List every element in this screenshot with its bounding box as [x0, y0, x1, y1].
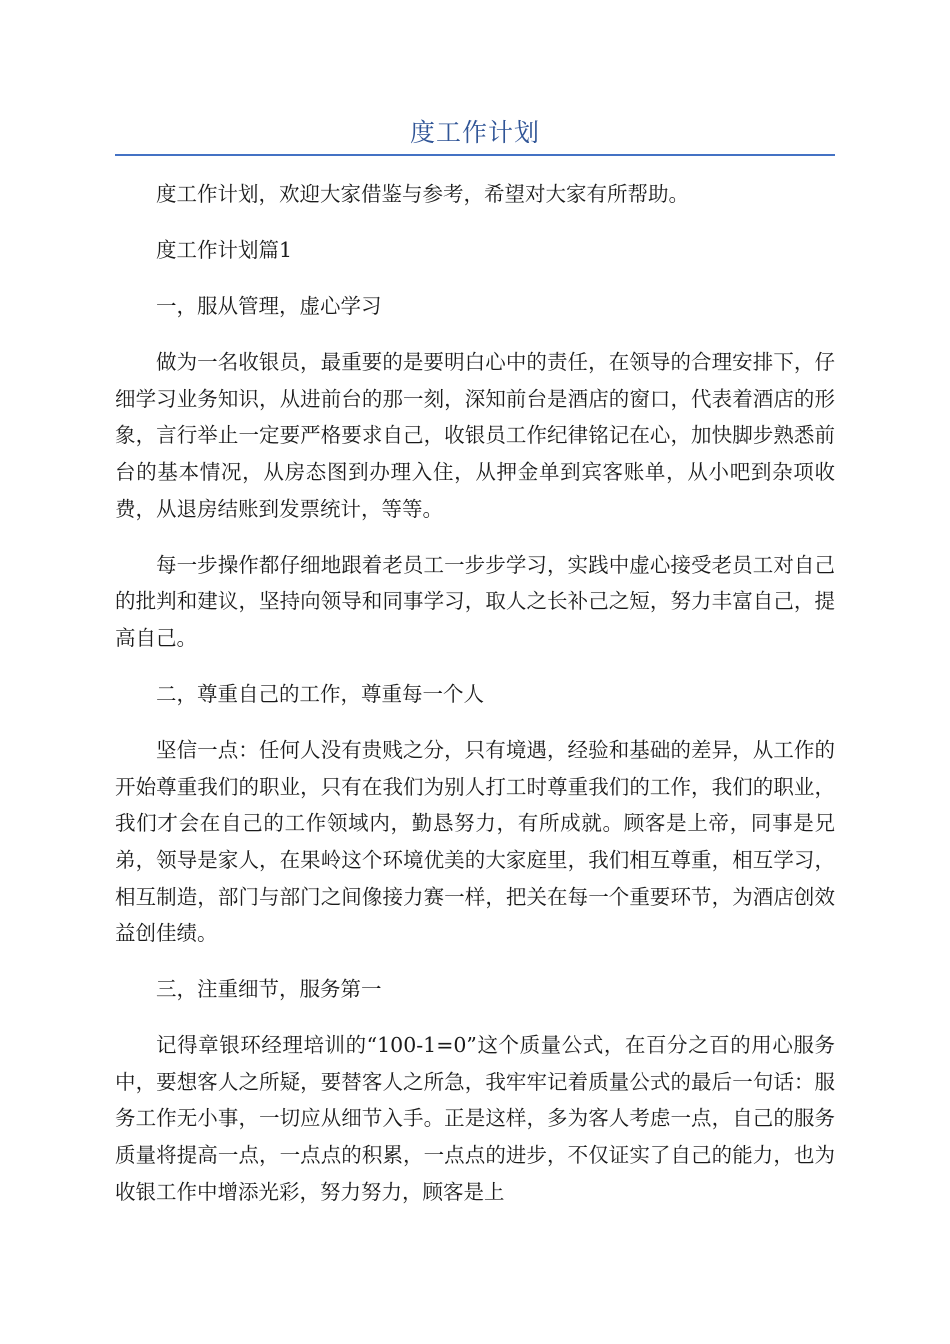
- paragraph: 做为一名收银员，最重要的是要明白心中的责任，在领导的合理安排下，仔细学习业务知识，从进前台的那一刻，深知前台是酒店的窗口，代表着酒店的形象，言行举止一定要严格要求自己，收银员工作纪律铭记在心，加快脚步熟悉前台的基本情况，从房态图到办理入住，从押金单到宾客账单，从小吧到杂项收费，从退房结账到发票统计，等等。: [115, 350, 835, 521]
- document-title: 度工作计划: [409, 118, 540, 147]
- title-underline: [115, 154, 835, 156]
- heading-two: 二，尊重自己的工作，尊重每一个人: [156, 682, 484, 707]
- heading-one: 一，服从管理，虚心学习: [156, 294, 382, 319]
- paragraph: 坚信一点：任何人没有贵贱之分，只有境遇，经验和基础的差异，从工作的开始尊重我们的职业，只有在我们为别人打工时尊重我们的工作，我们的职业，我们才会在自己的工作领域内，勤恳努力，有所成就。顾客是上帝，同事是兄弟，领导是家人，在果岭这个环境优美的大家庭里，我们相互尊重，相互学习，相互制造，部门与部门之间像接力赛一样，把关在每一个重要环节，为酒店创效益创佳绩。: [115, 738, 835, 946]
- paragraph: 记得章银环经理培训的“100-1=0”这个质量公式，在百分之百的用心服务中，要想客人之所疑，要替客人之所急，我牢牢记着质量公式的最后一句话：服务工作无小事，一切应从细节入手。正是这样，多为客人考虑一点，自己的服务质量将提高一点，一点点的积累，一点点的进步，不仅证实了自己的能力，也为收银工作中增添光彩，努力努力，顾客是上: [115, 1033, 835, 1204]
- document-body: [115, 176, 835, 1210]
- section-heading-part1: 度工作计划篇1: [156, 238, 293, 263]
- paragraph: 每一步操作都仔细地跟着老员工一步步学习，实践中虚心接受老员工对自己的批判和建议，坚持向领导和同事学习，取人之长补己之短，努力丰富自己，提高自己。: [115, 552, 835, 650]
- heading-three: 三，注重细节，服务第一: [156, 977, 382, 1002]
- intro-paragraph: 度工作计划，欢迎大家借鉴与参考，希望对大家有所帮助。: [156, 182, 689, 206]
